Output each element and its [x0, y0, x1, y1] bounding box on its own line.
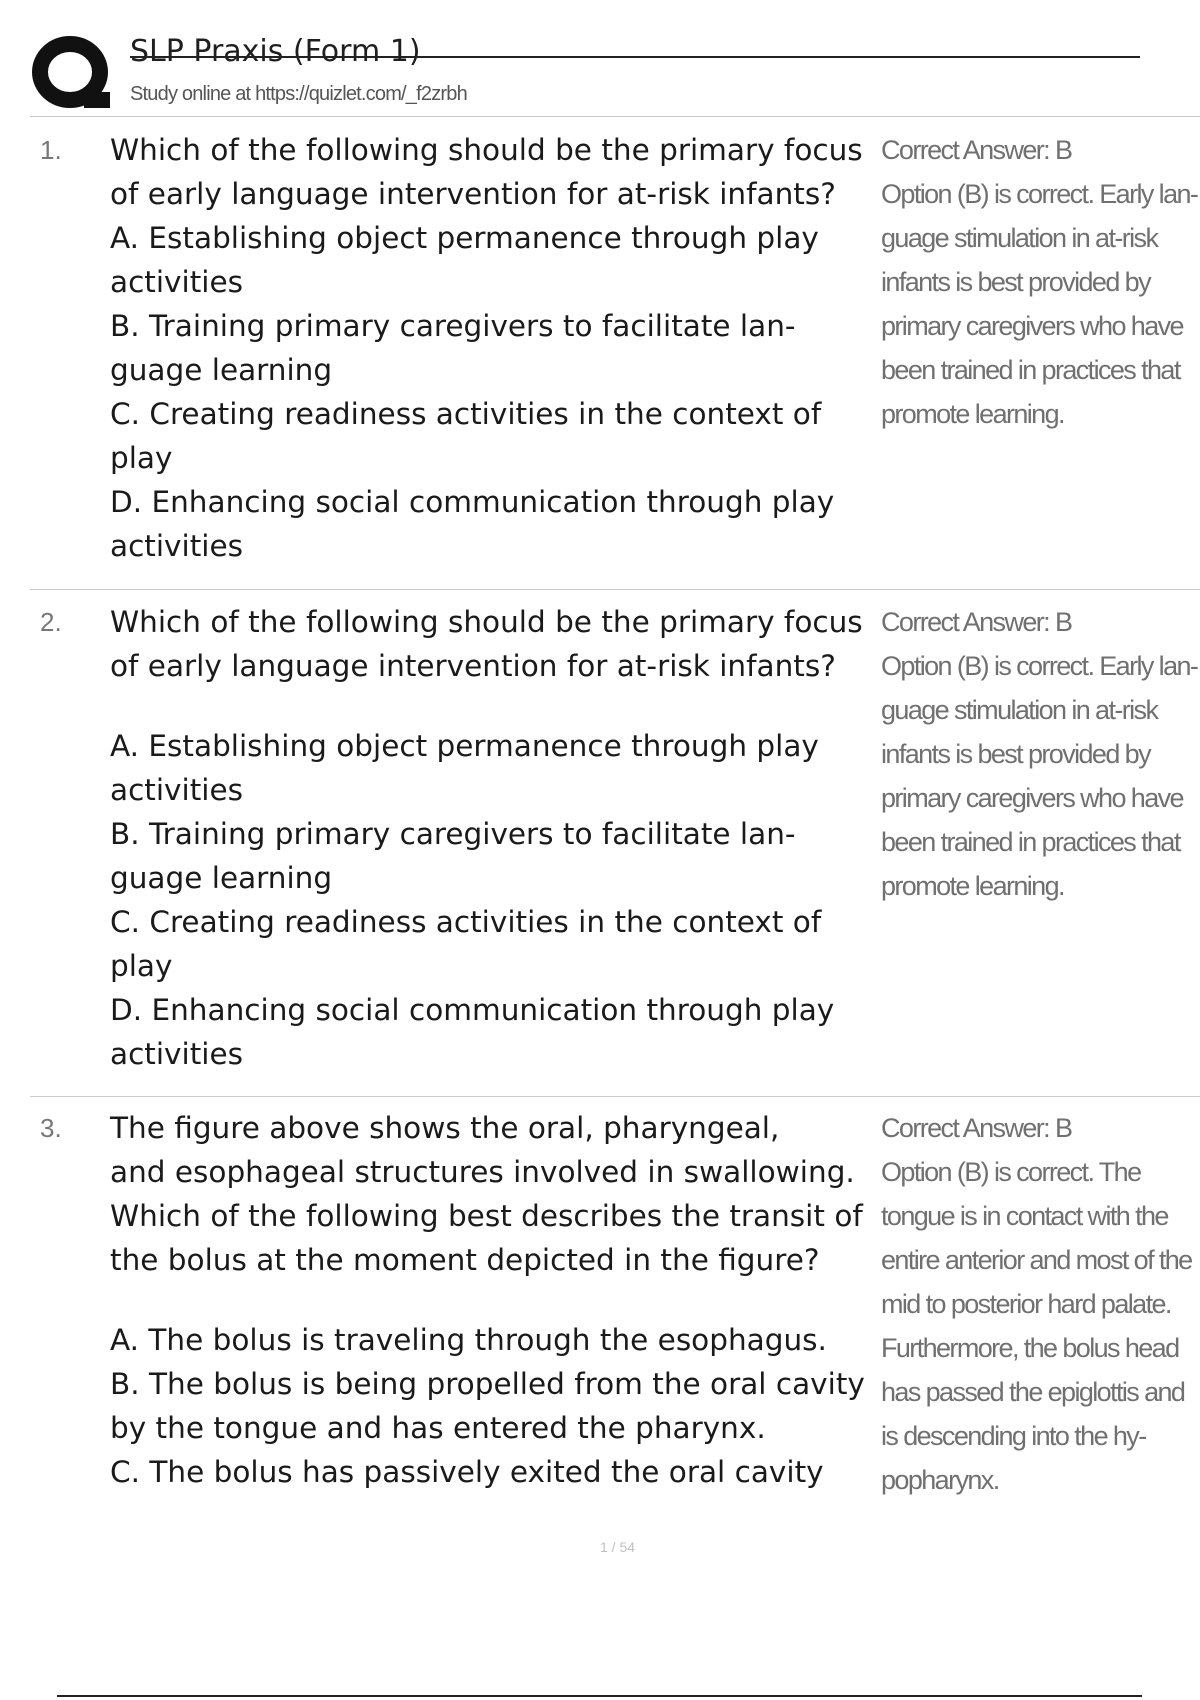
term-line: C. Creating readiness activities in the context of — [110, 397, 822, 431]
answer-line: has passed the epiglottis and — [881, 1377, 1185, 1407]
correct-answer-label: Correct Answer: B — [881, 135, 1072, 165]
answer-line: Option (B) is correct. Early lan- — [881, 651, 1198, 681]
term-line: Which of the following should be the primary focus — [110, 133, 863, 167]
card-divider — [30, 1096, 1200, 1097]
term-line: B. The bolus is being propelled from the oral cavity — [110, 1367, 865, 1401]
title-rule — [130, 56, 1140, 58]
term-line: activities — [110, 773, 243, 807]
card-answer — [881, 600, 1200, 908]
term-line: activities — [110, 529, 243, 563]
answer-line: infants is best provided by — [881, 267, 1150, 297]
answer-line: promote learning. — [881, 871, 1064, 901]
term-line: of early language intervention for at-risk infants? — [110, 177, 836, 211]
term-line: A. The bolus is traveling through the esophagus. — [110, 1323, 827, 1357]
term-line: C. The bolus has passively exited the oral cavity — [110, 1455, 824, 1489]
answer-line: been trained in practices that — [881, 355, 1180, 385]
term-line: D. Enhancing social communication through play — [110, 993, 835, 1027]
card-number: 1. — [40, 135, 62, 165]
answer-line: Furthermore, the bolus head — [881, 1333, 1179, 1363]
correct-answer-label: Correct Answer: B — [881, 607, 1072, 637]
answer-line: entire anterior and most of the — [881, 1245, 1192, 1275]
answer-line: primary caregivers who have — [881, 311, 1183, 341]
answer-line: guage stimulation in at-risk — [881, 223, 1158, 253]
study-online-link[interactable]: Study online at https://quizlet.com/_f2zrbh — [130, 83, 467, 105]
answer-line: infants is best provided by — [881, 739, 1150, 769]
term-line: B. Training primary caregivers to facilitate lan- — [110, 817, 796, 851]
term-line: of early language intervention for at-risk infants? — [110, 649, 836, 683]
answer-line: Option (B) is correct. Early lan- — [881, 179, 1198, 209]
term-line: The figure above shows the oral, pharyngeal, — [110, 1111, 780, 1145]
header-divider — [30, 116, 1200, 117]
term-line: play — [110, 441, 173, 475]
card-number: 3. — [40, 1113, 62, 1143]
term-line: C. Creating readiness activities in the context of — [110, 905, 822, 939]
answer-line: is descending into the hy- — [881, 1421, 1146, 1451]
page-number: 1 / 54 — [599, 1539, 636, 1555]
card-term — [110, 600, 910, 1076]
term-line: activities — [110, 1037, 243, 1071]
term-line: and esophageal structures involved in swallowing. — [110, 1155, 855, 1189]
answer-line: mid to posterior hard palate. — [881, 1289, 1171, 1319]
card-divider — [30, 589, 1200, 590]
term-line: play — [110, 949, 173, 983]
term-line: by the tongue and has entered the pharynx. — [110, 1411, 766, 1445]
quizlet-q-logo-icon — [30, 30, 114, 114]
term-line: A. Establishing object permanence through play — [110, 729, 819, 763]
answer-line: guage stimulation in at-risk — [881, 695, 1158, 725]
term-line: activities — [110, 265, 243, 299]
term-line: guage learning — [110, 353, 333, 387]
answer-line: promote learning. — [881, 399, 1064, 429]
answer-line: tongue is in contact with the — [881, 1201, 1168, 1231]
card-term — [110, 1106, 910, 1494]
correct-answer-label: Correct Answer: B — [881, 1113, 1072, 1143]
answer-line: popharynx. — [881, 1465, 999, 1495]
page-header — [0, 0, 1200, 120]
card-term — [110, 128, 910, 568]
answer-line: Option (B) is correct. The — [881, 1157, 1141, 1187]
card-answer — [881, 1106, 1200, 1502]
term-line: the bolus at the moment depicted in the figure? — [110, 1243, 820, 1277]
flashcard-1 — [30, 128, 1200, 590]
term-line: B. Training primary caregivers to facilitate lan- — [110, 309, 796, 343]
card-answer — [881, 128, 1200, 436]
term-line: D. Enhancing social communication through play — [110, 485, 835, 519]
term-line: Which of the following should be the primary focus — [110, 605, 863, 639]
term-line: Which of the following best describes the transit of — [110, 1199, 863, 1233]
term-spacer — [110, 688, 910, 724]
card-number: 2. — [40, 607, 62, 637]
term-line: guage learning — [110, 861, 333, 895]
answer-line: primary caregivers who have — [881, 783, 1183, 813]
flashcard-3 — [30, 1106, 1200, 1526]
answer-line: been trained in practices that — [881, 827, 1180, 857]
term-line: A. Establishing object permanence through play — [110, 221, 819, 255]
term-spacer — [110, 1282, 910, 1318]
document-title: SLP Praxis (Form 1) — [130, 34, 421, 69]
footer-rule — [57, 1695, 1142, 1697]
flashcard-2 — [30, 600, 1200, 1097]
